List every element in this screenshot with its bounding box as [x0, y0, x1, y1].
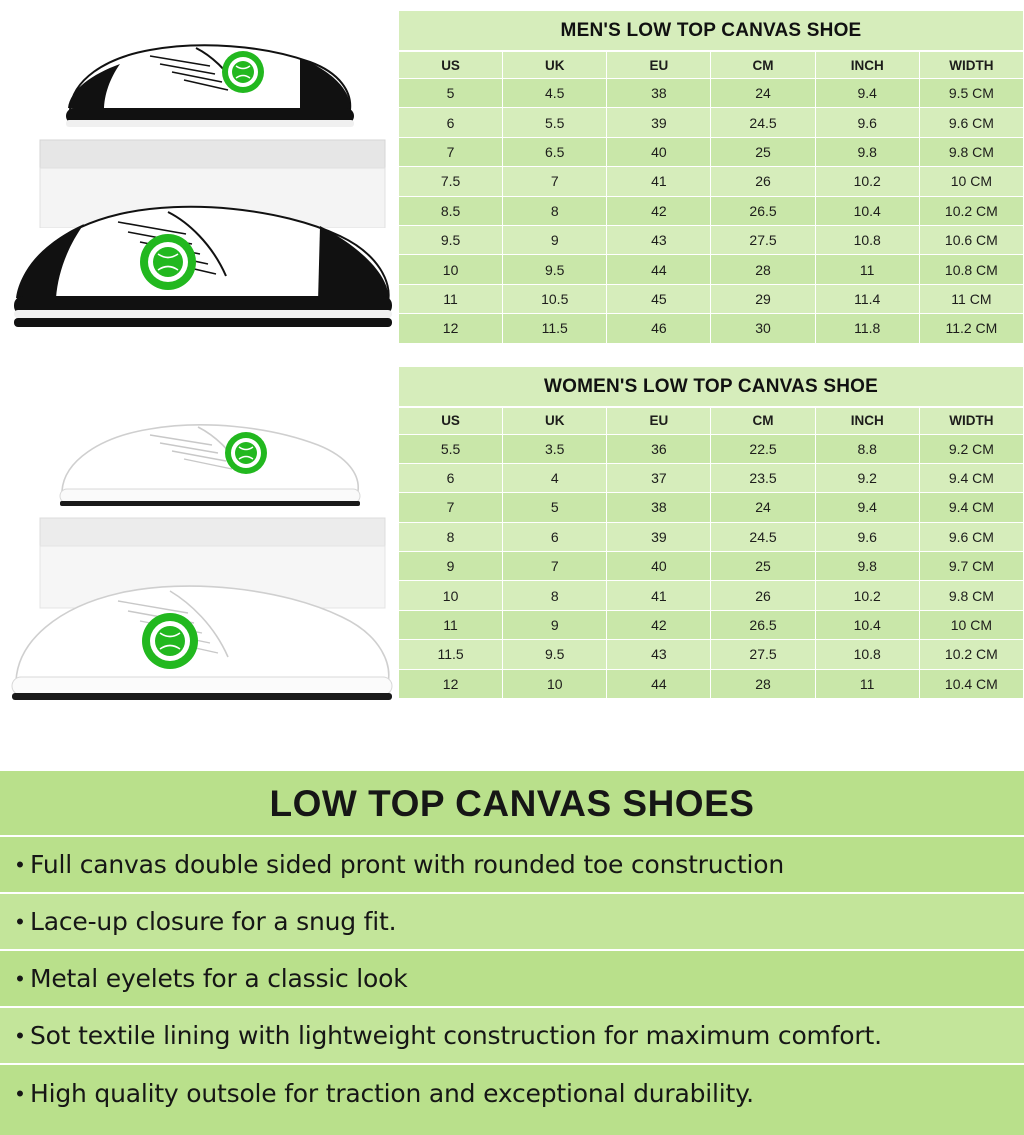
feature-text: Metal eyelets for a classic look	[30, 964, 408, 993]
cell-inch: 8.8	[815, 434, 919, 463]
feature-item	[0, 951, 1024, 1008]
cell-us: 5.5	[399, 434, 503, 463]
cell-us: 11	[399, 284, 503, 313]
product-photo-black-pair	[0, 0, 396, 382]
cell-us: 6	[399, 463, 503, 492]
cell-uk: 6.5	[503, 137, 607, 166]
table-row	[399, 314, 1024, 343]
cell-width: 10 CM	[919, 167, 1023, 196]
table-row	[399, 108, 1024, 137]
table-header-row	[399, 407, 1024, 434]
cell-inch: 9.8	[815, 137, 919, 166]
table-row	[399, 434, 1024, 463]
cell-uk: 9.5	[503, 640, 607, 669]
column-header-cm: CM	[711, 52, 815, 79]
cell-uk: 7	[503, 167, 607, 196]
cell-cm: 29	[711, 284, 815, 313]
column-header-inch: INCH	[815, 407, 919, 434]
cell-inch: 11.8	[815, 314, 919, 343]
cell-cm: 30	[711, 314, 815, 343]
table-row	[399, 640, 1024, 669]
cell-inch: 10.8	[815, 225, 919, 254]
cell-uk: 4	[503, 463, 607, 492]
cell-width: 11.2 CM	[919, 314, 1023, 343]
column-header-width: WIDTH	[919, 52, 1023, 79]
table-spacer	[398, 344, 1024, 366]
cell-width: 9.5 CM	[919, 79, 1023, 108]
table-row	[399, 522, 1024, 551]
cell-cm: 22.5	[711, 434, 815, 463]
table-row	[399, 581, 1024, 610]
column-header-eu: EU	[607, 407, 711, 434]
cell-width: 9.6 CM	[919, 108, 1023, 137]
cell-uk: 6	[503, 522, 607, 551]
cell-eu: 43	[607, 640, 711, 669]
column-header-width: WIDTH	[919, 407, 1023, 434]
cell-inch: 10.4	[815, 196, 919, 225]
cell-inch: 11	[815, 669, 919, 698]
cell-cm: 26	[711, 581, 815, 610]
feature-text: Lace-up closure for a snug fit.	[30, 907, 397, 936]
cell-inch: 10.4	[815, 610, 919, 639]
table-row	[399, 196, 1024, 225]
table-row	[399, 284, 1024, 313]
table-row	[399, 610, 1024, 639]
cell-inch: 9.2	[815, 463, 919, 492]
column-header-uk: UK	[503, 407, 607, 434]
cell-uk: 7	[503, 552, 607, 581]
cell-uk: 10.5	[503, 284, 607, 313]
cell-width: 10 CM	[919, 610, 1023, 639]
column-header-inch: INCH	[815, 52, 919, 79]
cell-uk: 9	[503, 610, 607, 639]
cell-us: 5	[399, 79, 503, 108]
cell-cm: 24	[711, 79, 815, 108]
cell-width: 10.8 CM	[919, 255, 1023, 284]
cell-eu: 41	[607, 581, 711, 610]
black-shoes-illustration	[0, 0, 396, 382]
cell-cm: 28	[711, 255, 815, 284]
cell-eu: 46	[607, 314, 711, 343]
cell-us: 7	[399, 137, 503, 166]
column-header-us: US	[399, 52, 503, 79]
column-header-us: US	[399, 407, 503, 434]
white-shoes-illustration	[0, 383, 396, 765]
cell-uk: 10	[503, 669, 607, 698]
table-row	[399, 552, 1024, 581]
cell-uk: 5	[503, 493, 607, 522]
cell-inch: 9.6	[815, 108, 919, 137]
cell-us: 6	[399, 108, 503, 137]
bullet-icon: •	[16, 851, 24, 877]
cell-width: 9.2 CM	[919, 434, 1023, 463]
cell-width: 9.8 CM	[919, 137, 1023, 166]
table-row	[399, 255, 1024, 284]
feature-item	[0, 837, 1024, 894]
mens-size-table-title: MEN'S LOW TOP CANVAS SHOE	[398, 10, 1024, 51]
bullet-icon: •	[16, 1022, 24, 1048]
cell-eu: 39	[607, 108, 711, 137]
column-header-eu: EU	[607, 52, 711, 79]
cell-us: 9	[399, 552, 503, 581]
features-title: LOW TOP CANVAS SHOES	[0, 771, 1024, 837]
cell-cm: 25	[711, 137, 815, 166]
cell-width: 9.7 CM	[919, 552, 1023, 581]
cell-us: 7.5	[399, 167, 503, 196]
features-section	[0, 768, 1024, 1135]
cell-eu: 45	[607, 284, 711, 313]
cell-eu: 40	[607, 552, 711, 581]
womens-size-table-title: WOMEN'S LOW TOP CANVAS SHOE	[398, 366, 1024, 407]
cell-us: 11.5	[399, 640, 503, 669]
cell-width: 9.8 CM	[919, 581, 1023, 610]
cell-us: 12	[399, 314, 503, 343]
cell-eu: 36	[607, 434, 711, 463]
cell-uk: 4.5	[503, 79, 607, 108]
cell-eu: 44	[607, 669, 711, 698]
column-header-cm: CM	[711, 407, 815, 434]
womens-size-table	[398, 366, 1024, 700]
cell-uk: 5.5	[503, 108, 607, 137]
cell-uk: 9.5	[503, 255, 607, 284]
cell-uk: 8	[503, 581, 607, 610]
cell-us: 10	[399, 581, 503, 610]
table-row	[399, 79, 1024, 108]
cell-cm: 26.5	[711, 196, 815, 225]
cell-cm: 24	[711, 493, 815, 522]
cell-uk: 9	[503, 225, 607, 254]
cell-cm: 27.5	[711, 640, 815, 669]
cell-width: 9.4 CM	[919, 463, 1023, 492]
cell-inch: 10.2	[815, 167, 919, 196]
table-row	[399, 225, 1024, 254]
feature-text: High quality outsole for traction and exceptional durability.	[30, 1079, 754, 1108]
cell-eu: 42	[607, 196, 711, 225]
cell-us: 10	[399, 255, 503, 284]
cell-width: 10.4 CM	[919, 669, 1023, 698]
size-tables-column	[398, 10, 1024, 699]
cell-inch: 10.8	[815, 640, 919, 669]
feature-item	[0, 1065, 1024, 1122]
table-header-row	[399, 52, 1024, 79]
cell-cm: 26	[711, 167, 815, 196]
cell-cm: 26.5	[711, 610, 815, 639]
cell-width: 10.2 CM	[919, 196, 1023, 225]
cell-cm: 27.5	[711, 225, 815, 254]
cell-cm: 25	[711, 552, 815, 581]
cell-cm: 23.5	[711, 463, 815, 492]
cell-uk: 11.5	[503, 314, 607, 343]
cell-inch: 9.6	[815, 522, 919, 551]
cell-eu: 43	[607, 225, 711, 254]
cell-inch: 11	[815, 255, 919, 284]
feature-text: Full canvas double sided pront with rounded toe construction	[30, 850, 785, 879]
table-row	[399, 669, 1024, 698]
product-image-column	[0, 0, 396, 765]
feature-text: Sot textile lining with lightweight construction for maximum comfort.	[30, 1021, 882, 1050]
feature-item	[0, 1008, 1024, 1065]
cell-width: 11 CM	[919, 284, 1023, 313]
table-row	[399, 493, 1024, 522]
cell-eu: 38	[607, 79, 711, 108]
bullet-icon: •	[16, 908, 24, 934]
feature-item	[0, 894, 1024, 951]
cell-eu: 41	[607, 167, 711, 196]
cell-cm: 24.5	[711, 522, 815, 551]
mens-size-table	[398, 10, 1024, 344]
cell-inch: 9.8	[815, 552, 919, 581]
cell-eu: 42	[607, 610, 711, 639]
cell-inch: 10.2	[815, 581, 919, 610]
cell-width: 9.6 CM	[919, 522, 1023, 551]
cell-inch: 9.4	[815, 79, 919, 108]
cell-eu: 39	[607, 522, 711, 551]
cell-us: 11	[399, 610, 503, 639]
cell-us: 7	[399, 493, 503, 522]
cell-inch: 11.4	[815, 284, 919, 313]
cell-width: 10.2 CM	[919, 640, 1023, 669]
cell-eu: 44	[607, 255, 711, 284]
cell-eu: 38	[607, 493, 711, 522]
cell-uk: 3.5	[503, 434, 607, 463]
cell-us: 9.5	[399, 225, 503, 254]
cell-width: 10.6 CM	[919, 225, 1023, 254]
cell-width: 9.4 CM	[919, 493, 1023, 522]
cell-us: 8	[399, 522, 503, 551]
cell-eu: 40	[607, 137, 711, 166]
cell-uk: 8	[503, 196, 607, 225]
column-header-uk: UK	[503, 52, 607, 79]
product-photo-white-pair	[0, 383, 396, 765]
table-row	[399, 167, 1024, 196]
cell-cm: 24.5	[711, 108, 815, 137]
cell-us: 12	[399, 669, 503, 698]
cell-us: 8.5	[399, 196, 503, 225]
bullet-icon: •	[16, 965, 24, 991]
cell-cm: 28	[711, 669, 815, 698]
table-row	[399, 463, 1024, 492]
cell-eu: 37	[607, 463, 711, 492]
bullet-icon: •	[16, 1080, 24, 1106]
table-row	[399, 137, 1024, 166]
cell-inch: 9.4	[815, 493, 919, 522]
